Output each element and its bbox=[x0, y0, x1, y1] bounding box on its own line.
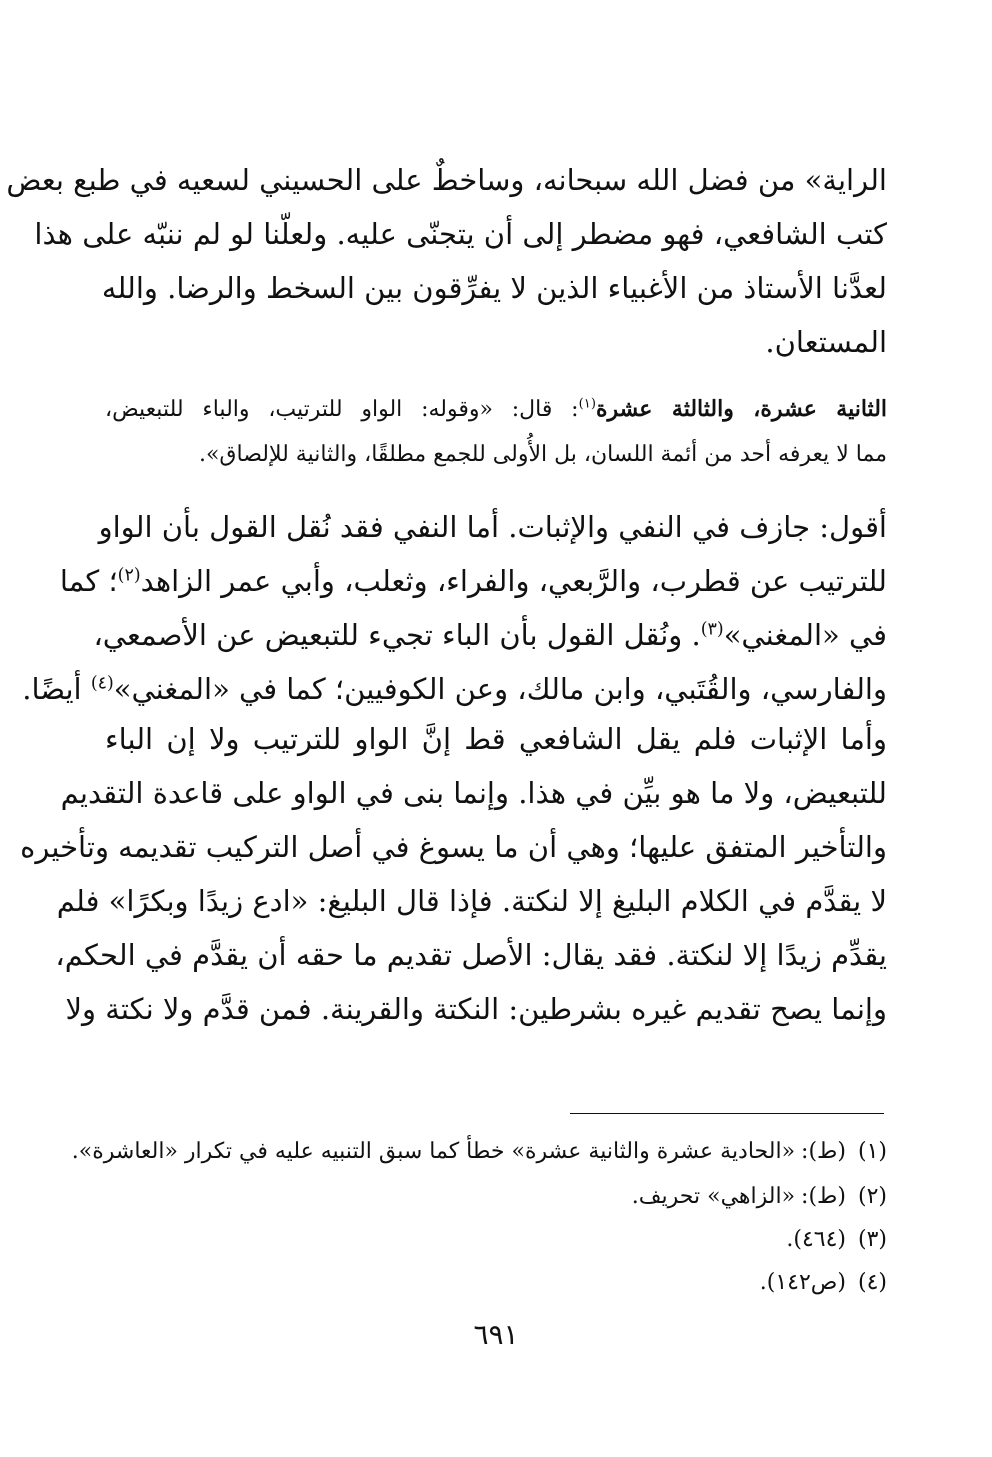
issue-heading: الثانية عشرة، والثالثة عشرة bbox=[596, 396, 888, 422]
text-line: كتب الشافعي، فهو مضطر إلى أن يتجنّى عليه. ولعلّنا لو لم ننبّه على هذا bbox=[34, 217, 887, 251]
text-segment: . ونُقل القول بأن الباء تجيء للتبعيض عن الأصمعي، bbox=[93, 618, 701, 652]
paragraph-2 bbox=[22, 500, 887, 716]
footnote-ref: (١) bbox=[578, 396, 597, 412]
text-line: الراية» من فضل الله سبحانه، وساخطٌ على الحسيني لسعيه في طبع بعض bbox=[6, 163, 887, 197]
text-line bbox=[59, 554, 887, 608]
footnote-text: (٤٦٤). bbox=[786, 1227, 846, 1252]
footnote-2 bbox=[105, 1179, 887, 1215]
footnote-text: «الحادية عشرة والثانية عشرة» خطأ كما سبق التنبيه عليه في تكرار «العاشرة». bbox=[71, 1139, 796, 1164]
text-segment: للترتيب عن قطرب، والرَّبعي، والفراء، وثعلب، وأبي عمر الزاهد bbox=[140, 564, 887, 598]
footnote-4 bbox=[105, 1265, 887, 1301]
footnote-1 bbox=[71, 1134, 887, 1170]
footnote-divider bbox=[570, 1113, 884, 1114]
text-line bbox=[22, 662, 887, 716]
text-line bbox=[93, 608, 887, 662]
text-line: مما لا يعرفه أحد من أئمة اللسان، بل الأُولى للجمع مطلقًا، والثانية للإلصاق». bbox=[198, 442, 887, 467]
text-segment: أيضًا. bbox=[22, 672, 91, 706]
text-line: وإنما يصح تقديم غيره بشرطين: النكتة والقرينة. فمن قدَّم ولا نكتة ولا bbox=[65, 992, 887, 1026]
issue-paragraph bbox=[105, 386, 887, 478]
footnote-ref: (٣) bbox=[700, 619, 724, 640]
text-segment: في «المغني» bbox=[723, 618, 887, 652]
footnote-ref: (٤) bbox=[90, 673, 114, 694]
text-line bbox=[105, 386, 887, 432]
footnote-number: (٣) bbox=[857, 1227, 887, 1252]
footnote-number: (١) bbox=[857, 1139, 887, 1164]
text-segment: والفارسي، والقُتَبي، وابن مالك، وعن الكوفيين؛ كما في «المغني» bbox=[113, 672, 887, 706]
text-line: والتأخير المتفق عليها؛ وهي أن ما يسوغ في أصل التركيب تقديمه وتأخيره bbox=[20, 830, 887, 864]
paragraph-3 bbox=[20, 712, 887, 1036]
text-segment: : قال: «وقوله: الواو للترتيب، والباء للتبعيض، bbox=[105, 397, 579, 422]
footnote-text: «الزاهي» تحريف. bbox=[631, 1184, 796, 1209]
footnote-text: (ص١٤٢). bbox=[759, 1270, 846, 1295]
page-number: ٦٩١ bbox=[473, 1318, 519, 1351]
text-line: وأما الإثبات فلم يقل الشافعي قط إنَّ الواو للترتيب ولا إن الباء bbox=[105, 722, 887, 756]
text-line: لعدَّنا الأستاذ من الأغبياء الذين لا يفرِّقون بين السخط والرضا. والله bbox=[101, 271, 887, 305]
footnote-number: (٢) bbox=[857, 1184, 887, 1209]
text-line: لا يقدَّم في الكلام البليغ إلا لنكتة. فإذا قال البليغ: «ادع زيدًا وبكرًا» فلم bbox=[56, 884, 887, 918]
text-line: المستعان. bbox=[765, 325, 887, 359]
footnote-source: (ط): bbox=[801, 1139, 846, 1164]
text-line: أقول: جازف في النفي والإثبات. أما النفي فقد نُقل القول بأن الواو bbox=[98, 510, 887, 544]
footnote-source: (ط): bbox=[801, 1184, 846, 1209]
text-segment: ؛ كما bbox=[59, 564, 118, 598]
footnote-ref: (٢) bbox=[117, 565, 141, 586]
paragraph-1 bbox=[6, 153, 887, 369]
text-line: يقدِّم زيدًا إلا لنكتة. فقد يقال: الأصل تقديم ما حقه أن يقدَّم في الحكم، bbox=[55, 938, 887, 972]
footnote-number: (٤) bbox=[857, 1270, 887, 1295]
text-line: للتبعيض، ولا ما هو بيِّن في هذا. وإنما بنى في الواو على قاعدة التقديم bbox=[60, 776, 887, 810]
footnote-3 bbox=[105, 1222, 887, 1258]
